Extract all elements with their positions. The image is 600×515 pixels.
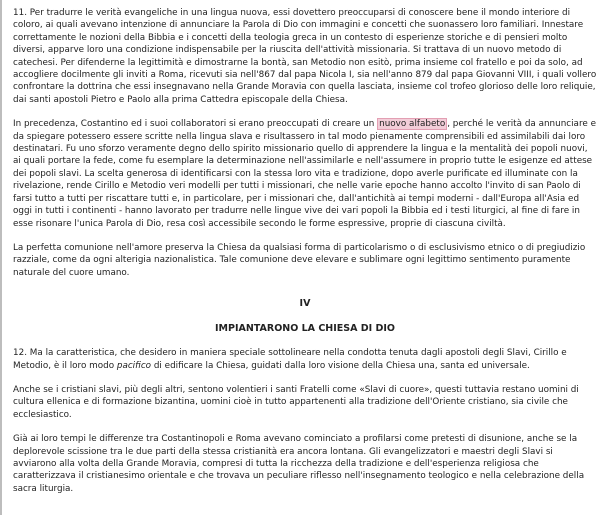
paragraph-11: 11. Per tradurre le verità evangeliche in una lingua nuova, essi dovettero preoccuparsi di conoscere bene il mondo interiore di coloro, ai quali avevano intenzione di annunciare la Parola di Dio con immagini e concetti che suonassero loro familiari. Innestare correttamente le nozioni della Bibbia e i concetti della teologia greca in un contesto di esperienze storiche e di pensieri molto diversi, apparve loro una condizione indispensabile per la riuscita dell'attività missionaria. Si trattava di un nuovo metodo di catechesi. Per difenderne la legittimità e dimostrarne la bontà, san Metodio non esitò, prima insieme col fratello e poi da solo, ad accogliere docilmente gli inviti a Roma, ricevuti sia nell'867 dal papa Nicola I, sia nell'anno 879 dal papa Giovanni VIII, i quali vollero confrontare la dottrina che essi insegnavano nella Grande Moravia con quella lasciata, insieme col trofeo glorioso delle loro reliquie, dai santi apostoli Pietro e Paolo alla prima Cattedra episcopale della Chiesa. (13, 8, 597, 105)
paragraph-gia-ai-loro-tempi: Già ai loro tempi le differenze tra Costantinopoli e Roma avevano cominciato a profilarsi come pretesti di disunione, anche se la deplorevole scissione tra le due parti della stessa cristianità era ancora lontana. Gli evangelizzatori e maestri degli Slavi si avviarono alla volta della Grande Moravia, compresi di tutta la ricchezza della tradizione e dell'esperienza religiosa che caratterizzava il cristianesimo orientale e che trovava un peculiare riflesso nell'insegnamento teologico e nella celebrazione della sacra liturgia. (13, 434, 585, 494)
paragraph-in-precedenza (13, 118, 597, 230)
paragraph-cristiani-slavi: Anche se i cristiani slavi, più degli altri, sentono volentieri i santi Fratelli come «Slavi di cuore», questi tuttavia restano uomini di cultura ellenica e di formazione bizantina, uomini cioè in tutto appartenenti alla tradizione dell'Oriente cristiano, sia civile che ecclesiastico. (13, 384, 579, 420)
paragraph-12 (13, 347, 597, 372)
paragraph-text-before-highlight: In precedenza, Costantino ed i suoi collaboratori si erano preoccupati di creare un (13, 119, 378, 130)
section-title: IMPIANTARONO LA CHIESA DI DIO (215, 323, 395, 335)
paragraph-text-after-highlight: , perché le verità da annunciare e da spiegare potessero essere scritte nella lingua slava e risultassero in tal modo pienamente comprensibili ed assimilabili dai loro destinatari. Fu uno sforzo veramente degno dello spirito missionario quello di apprendere la lingua e la mentalità dei popoli nuovi, ai quali portare la fede, come fu esemplare la determinazione nell'assimilarle e nell'assumere in proprio tutte le esigenze ed attese dei popoli slavi. La scelta generosa di identificarsi con la stessa loro vita e tradizione, dopo averle purificate ed illuminate con la rivelazione, rende Cirillo e Metodio veri modelli per tutti i missionari, che nelle varie epoche hanno accolto l'invito di san Paolo di farsi tutto a tutti per riscattare tutti e, in particolare, per i missionari che, dall'antichità ai tempi moderni - dall'Europa all'Asia ed oggi in tutti i continenti - hanno lavorato per tradurre nelle lingue vive dei vari popoli la Bibbia ed i testi liturgici, al fine di fare in esse risonare l'unica Parola di Dio, resa così accessibile secondo le forme espressive, proprie di ciascuna civiltà. (13, 119, 596, 229)
section-numeral: IV (299, 298, 311, 310)
paragraph-comunione: La perfetta comunione nell'amore preserva la Chiesa da qualsiasi forma di particolarismo o di esclusivismo etnico o di pregiudizio razziale, come da ogni alterigia nazionalistica. Tale comunione deve elevare e sublimare ogni legittimo sentimento puramente naturale del cuore umano. (13, 242, 586, 278)
document-content (13, 7, 597, 507)
paragraph-12-italic-word: pacifico (116, 360, 152, 371)
paragraph-12-text-start: 12. Ma la caratteristica, che desidero in maniera speciale sottolineare nella condotta tenuta dagli apostoli degli Slavi, Cirillo e Metodio, è il loro modo (13, 348, 567, 371)
highlighted-phrase[interactable]: nuovo alfabeto (379, 119, 446, 130)
paragraph-12-text-end: di edificare la Chiesa, guidati dalla loro visione della Chiesa una, santa ed universale. (151, 360, 530, 371)
